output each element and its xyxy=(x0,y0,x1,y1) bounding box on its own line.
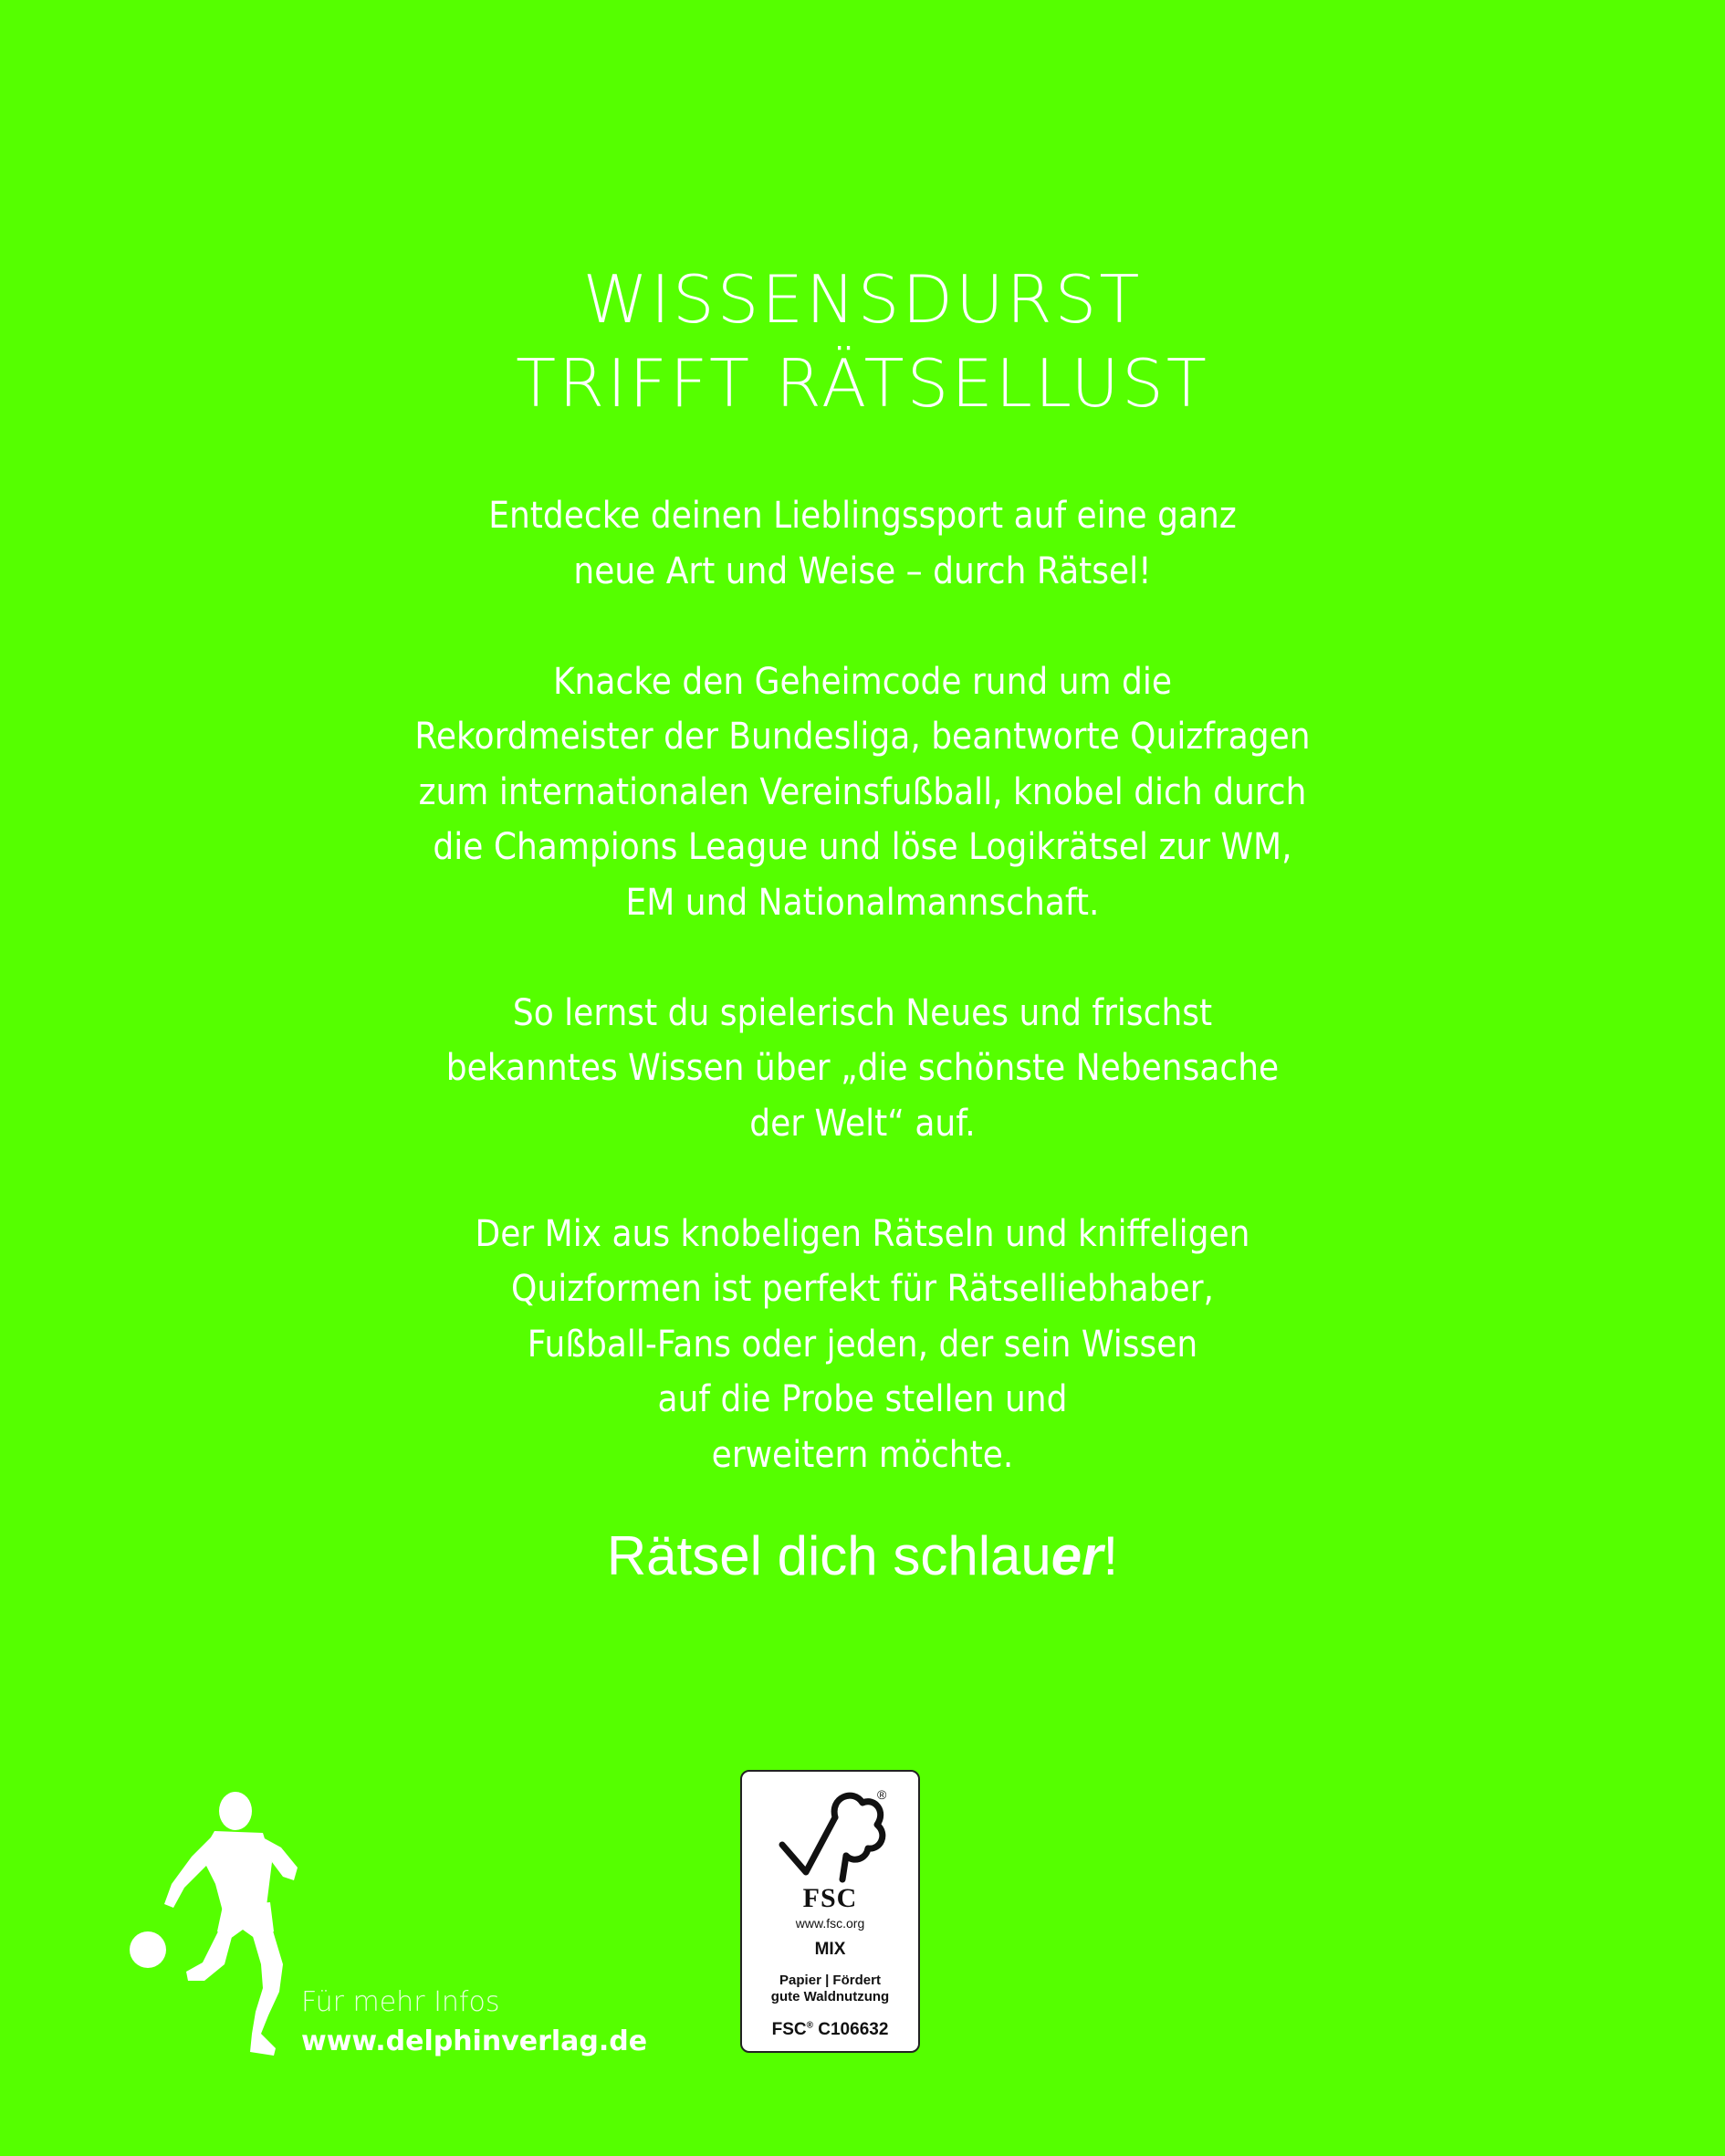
fsc-code-mark: ® xyxy=(806,2020,813,2031)
fsc-description-line-2: gute Waldnutzung xyxy=(770,1989,890,2004)
blurb-paragraph-3: So lernst du spielerisch Neues und frischst bekanntes Wissen über „die schönste Nebensache der Welt“ auf. xyxy=(445,991,1280,1145)
headline xyxy=(0,257,1725,425)
fsc-label xyxy=(740,1770,920,2053)
publisher-info xyxy=(301,1983,647,2062)
fsc-name: FSC xyxy=(802,1883,858,1913)
fsc-code-prefix: FSC xyxy=(771,2020,807,2039)
ball-icon xyxy=(130,1931,166,1968)
slogan-accent: er xyxy=(1051,1525,1103,1586)
fsc-license-code xyxy=(742,2020,918,2040)
fsc-code-number: C106632 xyxy=(818,2020,889,2039)
slogan xyxy=(0,1524,1725,1588)
blurb-text xyxy=(370,488,1355,1538)
fsc-description-line-1: Papier | Fördert xyxy=(779,1973,881,1988)
fsc-tree-icon xyxy=(775,1784,890,1885)
info-label: Für mehr Infos xyxy=(301,1986,500,2018)
headline-line-1: WISSENSDURST xyxy=(582,261,1143,338)
fsc-category: MIX xyxy=(814,1940,846,1959)
blurb-paragraph-1: Entdecke deinen Lieblingssport auf eine ganz neue Art und Weise – durch Rätsel! xyxy=(488,495,1237,592)
blurb-paragraph-2: Knacke den Geheimcode rund um die Rekordmeister der Bundesliga, beantworte Quizfragen zum internationalen Vereinsfußball, knobel dich durch die Champions League und löse Logikrätsel zur WM, EM und Nationalmannschaft. xyxy=(414,660,1311,924)
football-player-icon xyxy=(128,1785,301,2059)
publisher-url-link[interactable]: www.delphinverlag.de xyxy=(301,2025,648,2057)
headline-line-2: TRIFFT RÄTSELLUST xyxy=(516,345,1209,422)
slogan-suffix: ! xyxy=(1103,1525,1119,1586)
fsc-description xyxy=(742,1973,918,2005)
fsc-registered-mark: ® xyxy=(877,1787,887,1802)
blurb-paragraph-4: Der Mix aus knobeligen Rätseln und kniffeligen Quizformen ist perfekt für Rätselliebhaber, Fußball-Fans oder jeden, der sein Wissen auf die Probe stellen und erweitern möchte. xyxy=(475,1212,1250,1476)
fsc-website: www.fsc.org xyxy=(795,1916,865,1931)
slogan-prefix: Rätsel dich schlau xyxy=(606,1525,1051,1586)
